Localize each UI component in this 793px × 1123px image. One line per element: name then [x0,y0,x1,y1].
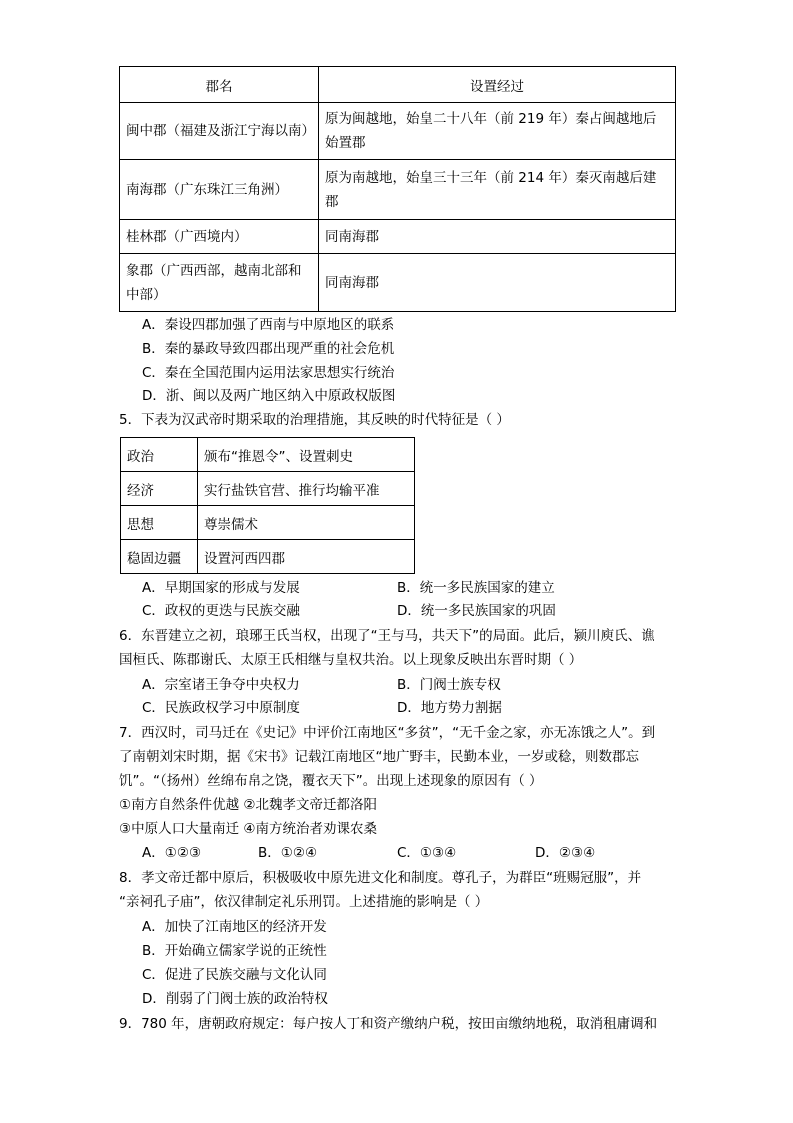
table-cell: 闽中郡（福建及浙江宁海以南） [120,103,319,160]
header-commandery-name: 郡名 [120,67,319,103]
q7-option-c: C．①③④ [397,845,457,861]
q4-option-c: C．秦在全国范围内运用法家思想实行统治 [142,365,395,381]
q8-option-a: A．加快了江南地区的经济开发 [142,919,327,935]
table-cell: 桂林郡（广西境内） [120,220,319,254]
table-cell: 思想 [121,506,198,540]
commandery-table [119,66,676,312]
table-cell: 同南海郡 [319,254,676,312]
table-cell: 颁布“推恩令”、设置刺史 [198,438,415,472]
q5-option-c: C．政权的更迭与民族交融 [142,603,300,619]
q8-option-d: D．削弱了门阀士族的政治特权 [142,991,328,1007]
q8-stem-line-2: “亲祠孔子庙”，依汉律制定礼乐刑罚。上述措施的影响是（ ） [119,894,489,910]
q6-stem-line-2: 国桓氏、陈郡谢氏、太原王氏相继与皇权共治。以上现象反映出东晋时期（ ） [119,652,583,668]
table-cell: 同南海郡 [319,220,676,254]
q7-item-line-2: ③中原人口大量南迁 ④南方统治者劝课农桑 [119,821,377,837]
q7-stem-line-1: 7．西汉时，司马迁在《史记》中评价江南地区“多贫”，“无千金之家，亦无冻饿之人”。到 [119,725,656,741]
table-row [121,438,415,472]
table-cell: 象郡（广西西部，越南北部和中部） [120,254,319,312]
table-cell: 政治 [121,438,198,472]
q8-option-b: B．开始确立儒家学说的正统性 [142,943,327,959]
q7-option-a: A．①②③ [142,845,202,861]
q6-option-b: B．门阀士族专权 [397,677,501,693]
table-cell: 稳固边疆 [121,540,198,574]
q8-stem-line-1: 8．孝文帝迁都中原后，积极吸收中原先进文化和制度。尊孔子，为群臣“班赐冠服”，并 [119,870,642,886]
table-cell: 设置河西四郡 [198,540,415,574]
table-cell: 原为南越地，始皇三十三年（前 214 年）秦灭南越后建郡 [319,160,676,220]
q5-option-b: B．统一多民族国家的建立 [397,580,555,596]
table-row [120,254,676,312]
table-cell: 尊崇儒术 [198,506,415,540]
table-row [120,160,676,220]
policy-table [120,437,415,574]
q4-option-a: A．秦设四郡加强了西南与中原地区的联系 [142,317,395,333]
table-header-row [120,67,676,103]
q6-option-c: C．民族政权学习中原制度 [142,700,300,716]
table-cell: 原为闽越地，始皇二十八年（前 219 年）秦占闽越地后始置郡 [319,103,676,160]
q5-stem: 5．下表为汉武帝时期采取的治理措施，其反映的时代特征是（ ） [119,412,510,428]
q4-option-b: B．秦的暴政导致四郡出现严重的社会危机 [142,341,395,357]
q7-stem-line-3: 饥”。“（扬州）丝绵布帛之饶，覆衣天下”。出现上述现象的原因有（ ） [119,773,543,789]
q6-option-a: A．宗室诸王争夺中央权力 [142,677,300,693]
table-row [121,506,415,540]
table-cell: 实行盐铁官营、推行均输平准 [198,472,415,506]
table-row [120,220,676,254]
q7-stem-line-2: 了南朝刘宋时期，据《宋书》记载江南地区“地广野丰，民勤本业，一岁或稔，则数郡忘 [119,749,639,765]
q6-stem-line-1: 6．东晋建立之初，琅琊王氏当权，出现了“王与马，共天下”的局面。此后，颍川庾氏、谯 [119,628,655,644]
q6-option-d: D．地方势力割据 [397,700,502,716]
table-row [120,103,676,160]
table-row [121,540,415,574]
q7-option-d: D．②③④ [535,845,596,861]
q7-item-line-1: ①南方自然条件优越 ②北魏孝文帝迁都洛阳 [119,797,377,813]
q5-option-a: A．早期国家的形成与发展 [142,580,300,596]
q4-option-d: D．浙、闽以及两广地区纳入中原政权版图 [142,388,396,404]
table-row [121,472,415,506]
header-establishment: 设置经过 [319,67,676,103]
q8-option-c: C．促进了民族交融与文化认同 [142,967,327,983]
q9-stem: 9．780 年，唐朝政府规定：每户按人丁和资产缴纳户税，按田亩缴纳地税，取消租庸调和 [119,1016,658,1032]
table-cell: 经济 [121,472,198,506]
q7-option-b: B．①②④ [258,845,318,861]
table-cell: 南海郡（广东珠江三角洲） [120,160,319,220]
q5-option-d: D．统一多民族国家的巩固 [397,603,556,619]
